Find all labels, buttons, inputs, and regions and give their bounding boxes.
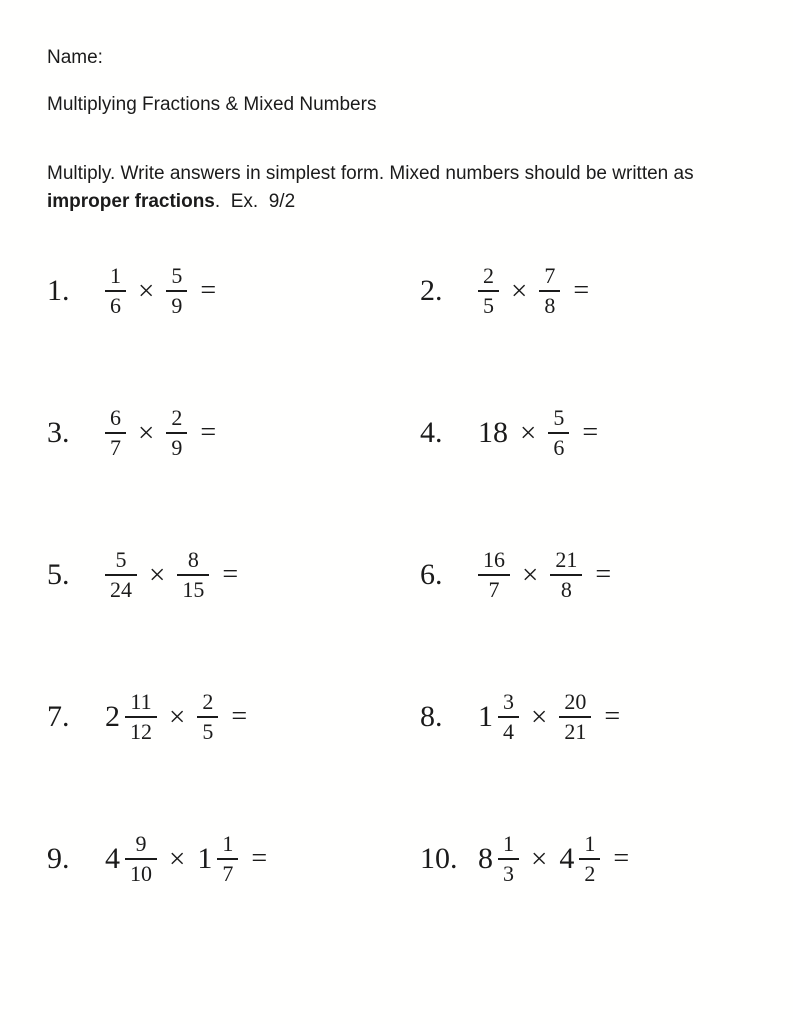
numerator: 1 bbox=[498, 832, 519, 860]
operand bbox=[478, 548, 510, 602]
numerator: 11 bbox=[125, 690, 157, 718]
problem-number: 6. bbox=[420, 558, 443, 591]
operand bbox=[166, 264, 187, 318]
multiply-operator: × bbox=[138, 416, 155, 449]
numerator: 2 bbox=[166, 406, 187, 434]
denominator: 7 bbox=[222, 861, 234, 886]
denominator: 7 bbox=[110, 435, 121, 460]
expression bbox=[105, 548, 238, 602]
equals-sign: = bbox=[251, 843, 268, 874]
numerator: 6 bbox=[105, 406, 126, 434]
instructions-text-start: Multiply. Write answers in simplest form. Mixed numbers should be written as bbox=[47, 163, 699, 185]
numerator: 1 bbox=[579, 832, 600, 860]
fraction bbox=[478, 264, 499, 318]
operand bbox=[166, 406, 187, 460]
expression bbox=[478, 548, 611, 602]
problem-number: 10. bbox=[420, 842, 458, 875]
denominator: 8 bbox=[544, 293, 556, 318]
problem-number: 5. bbox=[47, 558, 70, 591]
fraction bbox=[559, 690, 591, 744]
multiply-operator: × bbox=[169, 700, 186, 733]
equals-sign: = bbox=[595, 559, 612, 590]
numerator: 3 bbox=[498, 690, 519, 718]
problem-number: 9. bbox=[47, 842, 70, 875]
operand bbox=[559, 832, 600, 886]
operand bbox=[478, 690, 519, 744]
numerator: 5 bbox=[105, 548, 137, 576]
problems-grid bbox=[47, 220, 773, 930]
whole-number: 2 bbox=[105, 700, 120, 733]
numerator: 9 bbox=[125, 832, 157, 860]
expression bbox=[478, 264, 589, 318]
numerator: 8 bbox=[177, 548, 209, 576]
whole-number: 4 bbox=[559, 842, 575, 875]
denominator: 24 bbox=[110, 577, 132, 602]
denominator: 4 bbox=[503, 719, 514, 744]
problem-item bbox=[420, 406, 773, 460]
operand bbox=[105, 406, 126, 460]
instructions-text-end: . Ex. 9/2 bbox=[214, 191, 296, 213]
fraction bbox=[197, 690, 218, 744]
multiply-operator: × bbox=[522, 558, 539, 591]
denominator: 7 bbox=[488, 577, 500, 602]
fraction bbox=[125, 832, 157, 886]
problem-item bbox=[47, 690, 420, 744]
fraction bbox=[498, 832, 519, 886]
operand bbox=[559, 690, 591, 744]
multiply-operator: × bbox=[511, 274, 528, 307]
numerator: 5 bbox=[548, 406, 569, 434]
denominator: 9 bbox=[171, 435, 183, 460]
operand bbox=[550, 548, 582, 602]
denominator: 2 bbox=[584, 861, 596, 886]
denominator: 10 bbox=[130, 861, 152, 886]
numerator: 20 bbox=[559, 690, 591, 718]
denominator: 21 bbox=[564, 719, 587, 744]
fraction bbox=[105, 406, 126, 460]
problem-number: 7. bbox=[47, 700, 70, 733]
denominator: 8 bbox=[560, 577, 572, 602]
operand bbox=[105, 264, 126, 318]
numerator: 2 bbox=[197, 690, 218, 718]
fraction bbox=[548, 406, 569, 460]
expression bbox=[478, 406, 598, 460]
equals-sign: = bbox=[613, 843, 630, 874]
fraction bbox=[539, 264, 560, 318]
denominator: 6 bbox=[110, 293, 121, 318]
operand bbox=[478, 264, 499, 318]
operand bbox=[478, 416, 508, 450]
expression bbox=[478, 832, 629, 886]
worksheet-title: Multiplying Fractions & Mixed Numbers bbox=[47, 93, 377, 115]
equals-sign: = bbox=[200, 275, 217, 306]
fraction bbox=[166, 406, 187, 460]
denominator: 12 bbox=[130, 719, 152, 744]
problem-item bbox=[420, 264, 773, 318]
fraction bbox=[217, 832, 238, 886]
operand bbox=[197, 832, 238, 886]
multiply-operator: × bbox=[531, 842, 548, 875]
multiply-operator: × bbox=[169, 842, 186, 875]
instructions-bold-text: improper fractions bbox=[47, 191, 215, 213]
multiply-operator: × bbox=[149, 558, 166, 591]
expression bbox=[105, 690, 247, 744]
expression bbox=[105, 832, 267, 886]
problem-item bbox=[420, 548, 773, 602]
fraction bbox=[125, 690, 157, 744]
numerator: 1 bbox=[217, 832, 238, 860]
problem-item bbox=[47, 548, 420, 602]
operand bbox=[105, 548, 137, 602]
worksheet-header bbox=[0, 0, 793, 217]
whole-number: 18 bbox=[478, 416, 508, 449]
operand bbox=[539, 264, 560, 318]
equals-sign: = bbox=[573, 275, 590, 306]
whole-number: 1 bbox=[197, 842, 213, 875]
fraction bbox=[105, 264, 126, 318]
numerator: 1 bbox=[105, 264, 126, 292]
problem-number: 8. bbox=[420, 700, 443, 733]
operand bbox=[197, 690, 218, 744]
fraction bbox=[166, 264, 187, 318]
fraction bbox=[579, 832, 600, 886]
whole-number: 8 bbox=[478, 842, 493, 875]
problem-item bbox=[47, 406, 420, 460]
numerator: 2 bbox=[478, 264, 499, 292]
denominator: 9 bbox=[171, 293, 183, 318]
numerator: 21 bbox=[550, 548, 582, 576]
equals-sign: = bbox=[222, 559, 239, 590]
fraction bbox=[478, 548, 510, 602]
fraction bbox=[105, 548, 137, 602]
fraction bbox=[550, 548, 582, 602]
equals-sign: = bbox=[582, 417, 599, 448]
whole-number: 1 bbox=[478, 700, 493, 733]
equals-sign: = bbox=[231, 701, 248, 732]
problem-number: 2. bbox=[420, 274, 443, 307]
problem-number: 4. bbox=[420, 416, 443, 449]
operand bbox=[478, 832, 519, 886]
problem-number: 1. bbox=[47, 274, 70, 307]
denominator: 15 bbox=[182, 577, 205, 602]
denominator: 6 bbox=[553, 435, 565, 460]
denominator: 3 bbox=[503, 861, 514, 886]
numerator: 5 bbox=[166, 264, 187, 292]
operand bbox=[105, 690, 157, 744]
numerator: 7 bbox=[539, 264, 560, 292]
multiply-operator: × bbox=[138, 274, 155, 307]
instructions bbox=[47, 160, 715, 216]
problem-item bbox=[420, 832, 773, 886]
operand bbox=[548, 406, 569, 460]
multiply-operator: × bbox=[520, 416, 537, 449]
operand bbox=[105, 832, 157, 886]
expression bbox=[105, 264, 216, 318]
operand bbox=[177, 548, 209, 602]
name-label: Name: bbox=[47, 47, 103, 68]
equals-sign: = bbox=[200, 417, 217, 448]
whole-number: 4 bbox=[105, 842, 120, 875]
denominator: 5 bbox=[483, 293, 494, 318]
problem-item bbox=[47, 832, 420, 886]
expression bbox=[105, 406, 216, 460]
numerator: 16 bbox=[478, 548, 510, 576]
problem-item bbox=[420, 690, 773, 744]
equals-sign: = bbox=[604, 701, 621, 732]
fraction bbox=[177, 548, 209, 602]
multiply-operator: × bbox=[531, 700, 548, 733]
denominator: 5 bbox=[202, 719, 214, 744]
expression bbox=[478, 690, 620, 744]
problem-number: 3. bbox=[47, 416, 70, 449]
problem-item bbox=[47, 264, 420, 318]
fraction bbox=[498, 690, 519, 744]
